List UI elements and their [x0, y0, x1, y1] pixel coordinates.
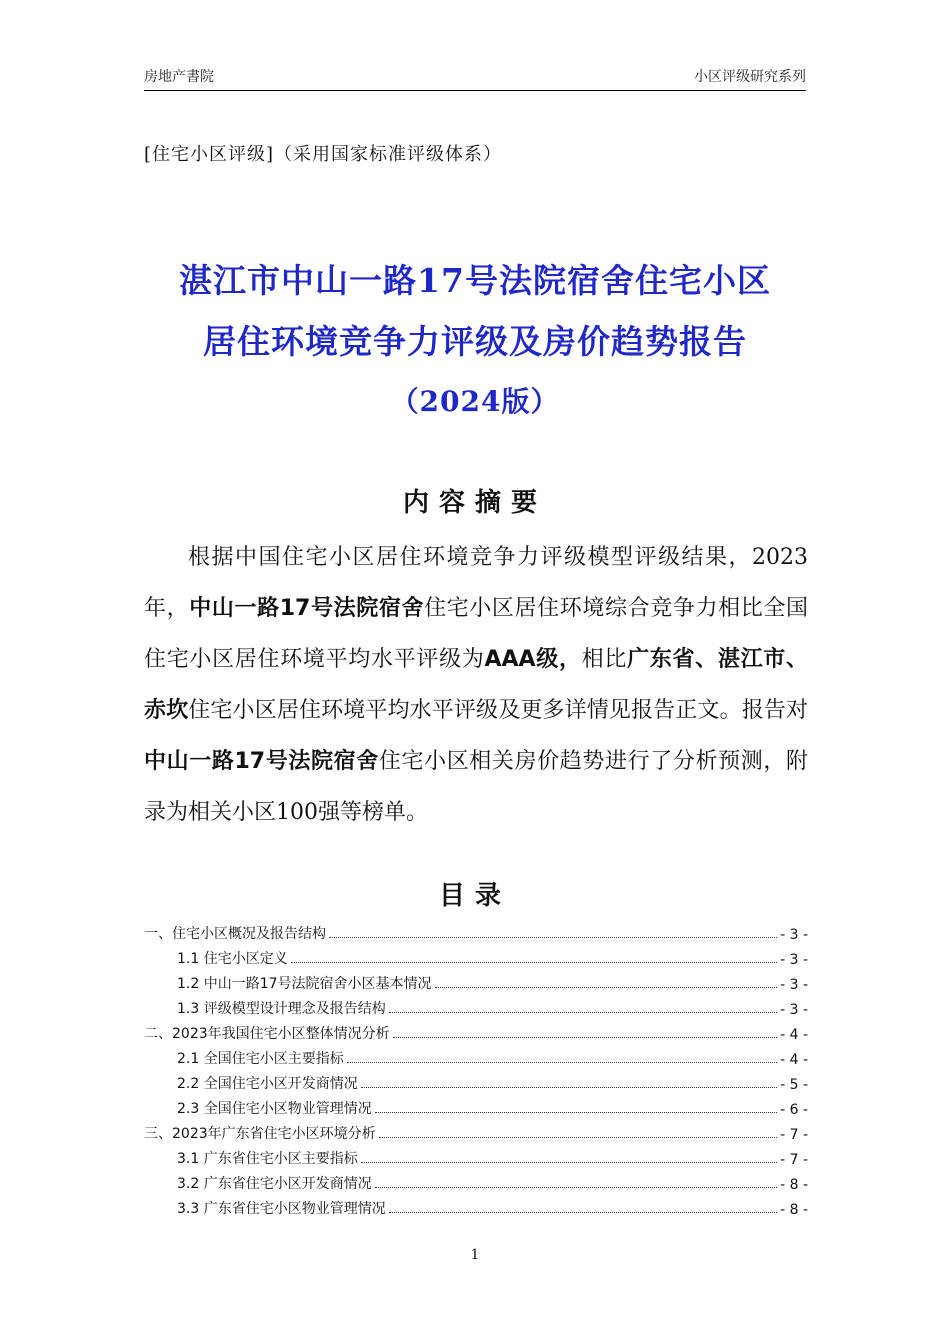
toc-entry-page: - 6 - — [780, 1102, 808, 1118]
toc-entry-label: 三、2023年广东省住宅小区环境分析 — [144, 1126, 376, 1142]
toc-entry[interactable] — [144, 1143, 808, 1168]
abstract-heading: 内容摘要 — [402, 488, 547, 518]
report-title-line1: 湛江市中山一路17号法院宿舍住宅小区 — [179, 261, 771, 300]
toc-entry[interactable] — [144, 1118, 808, 1143]
abstract-text-3: 相比 — [581, 647, 628, 672]
toc-leader-dots — [375, 1112, 777, 1113]
report-edition: （2024版） — [390, 385, 560, 418]
toc-leader-dots — [361, 1087, 777, 1088]
toc-entry-page: - 3 - — [780, 1002, 808, 1018]
toc-entry-label: 一、住宅小区概况及报告结构 — [144, 926, 326, 942]
toc-entry-label: 2.3 全国住宅小区物业管理情况 — [177, 1101, 372, 1117]
toc-leader-dots — [379, 1137, 777, 1138]
toc-entry[interactable] — [144, 1018, 808, 1043]
toc-entry-page: - 4 - — [780, 1027, 808, 1043]
toc-entry-page: - 7 - — [780, 1152, 808, 1168]
toc-entry-page: - 3 - — [780, 952, 808, 968]
report-title-line2: 居住环境竞争力评级及房价趋势报告 — [203, 322, 747, 361]
toc-entry-page: - 4 - — [780, 1052, 808, 1068]
toc-entry-label: 1.2 中山一路17号法院宿舍小区基本情况 — [177, 976, 432, 992]
category-tag: [住宅小区评级]（采用国家标准评级体系） — [144, 144, 503, 165]
toc-entry-label: 3.2 广东省住宅小区开发商情况 — [177, 1176, 372, 1192]
toc-entry-label: 3.1 广东省住宅小区主要指标 — [177, 1151, 358, 1167]
abstract-bold-1: 中山一路17号法院宿舍 — [189, 596, 425, 621]
toc-entry-page: - 5 - — [780, 1077, 808, 1093]
abstract-text-2: 住宅小区居住环境综合竞争力相比全国住宅小区居住环境平均水平评级为 — [144, 596, 808, 672]
abstract-bold-3: 广东省、湛江市、赤坎 — [144, 647, 808, 723]
abstract-text-1: 根据中国住宅小区居住环境竞争力评级模型评级结果，2023年， — [144, 545, 808, 621]
toc-entry[interactable] — [144, 918, 808, 943]
toc-entry-label: 1.1 住宅小区定义 — [177, 951, 288, 967]
abstract-text-4: 住宅小区居住环境平均水平评级及更多详情见报告正文。报告对 — [188, 698, 808, 723]
abstract-body — [144, 532, 808, 838]
toc-leader-dots — [389, 1012, 777, 1013]
toc-entry[interactable] — [144, 968, 808, 993]
toc-entry-page: - 3 - — [780, 927, 808, 943]
toc-leader-dots — [389, 1212, 777, 1213]
abstract-bold-4: 中山一路17号法院宿舍 — [144, 749, 379, 774]
toc-entry-page: - 3 - — [780, 977, 808, 993]
toc-entry[interactable] — [144, 1168, 808, 1193]
toc-leader-dots — [329, 937, 777, 938]
toc-leader-dots — [361, 1162, 777, 1163]
abstract-bold-2: AAA级， — [484, 647, 582, 672]
header-left-text: 房地产書院 — [144, 69, 214, 85]
toc-entry[interactable] — [144, 1093, 808, 1118]
toc-entry[interactable] — [144, 943, 808, 968]
header-rule — [144, 90, 806, 91]
toc-entry-page: - 8 - — [780, 1202, 808, 1218]
toc-entry[interactable] — [144, 1193, 808, 1218]
toc-entry-label: 1.3 评级模型设计理念及报告结构 — [177, 1001, 386, 1017]
toc-heading: 目录 — [438, 881, 511, 911]
toc-entry-page: - 7 - — [780, 1127, 808, 1143]
toc-entry-label: 二、2023年我国住宅小区整体情况分析 — [144, 1026, 390, 1042]
toc-entry-label: 2.2 全国住宅小区开发商情况 — [177, 1076, 358, 1092]
toc-leader-dots — [291, 962, 777, 963]
header-right-text: 小区评级研究系列 — [694, 69, 806, 85]
toc-leader-dots — [435, 987, 778, 988]
toc-entry[interactable] — [144, 1043, 808, 1068]
toc-entry-page: - 8 - — [780, 1177, 808, 1193]
abstract-text-5: 住宅小区相关房价趋势进行了分析预测，附录为相关小区100强等榜单。 — [144, 749, 808, 825]
page-number: 1 — [470, 1247, 480, 1263]
toc-entry-label: 2.1 全国住宅小区主要指标 — [177, 1051, 344, 1067]
toc-entry[interactable] — [144, 993, 808, 1018]
toc-entry[interactable] — [144, 1068, 808, 1093]
abstract-paragraph — [144, 532, 808, 838]
toc-leader-dots — [347, 1062, 777, 1063]
toc-leader-dots — [393, 1037, 777, 1038]
table-of-contents — [144, 918, 808, 1218]
toc-leader-dots — [375, 1187, 777, 1188]
toc-entry-label: 3.3 广东省住宅小区物业管理情况 — [177, 1201, 386, 1217]
